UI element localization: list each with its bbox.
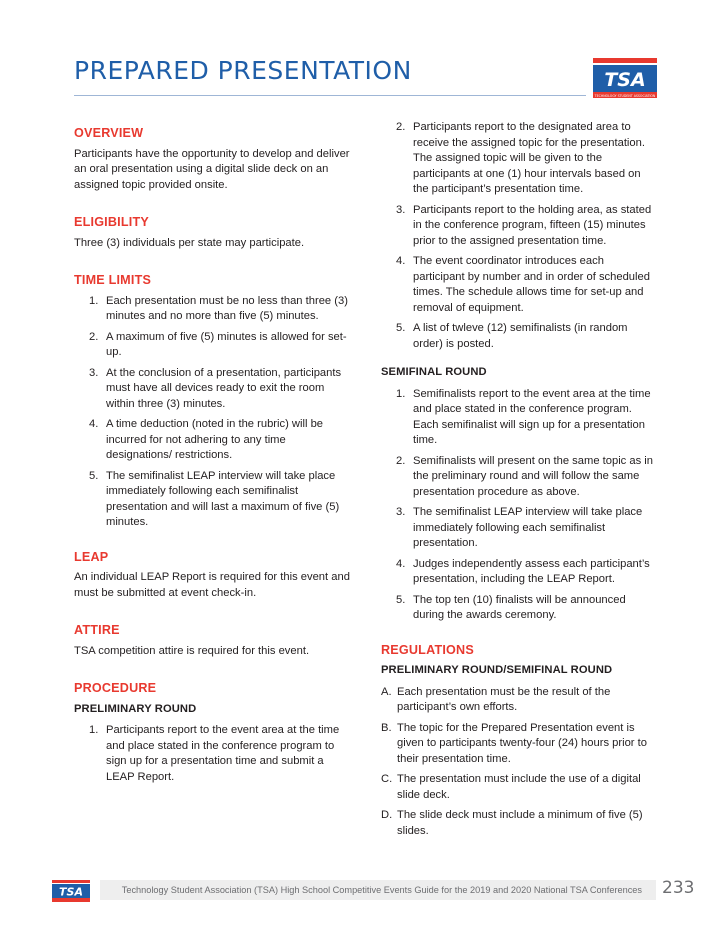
- eligibility-heading: ELIGIBILITY: [74, 215, 149, 229]
- list-item: D. The slide deck must include a minimum of five (5) slides.: [381, 809, 643, 837]
- list-item: B. The topic for the Prepared Presentation event is given to participants twenty-four (24) hours prior to their presentation time.: [381, 721, 647, 765]
- attire-heading: ATTIRE: [74, 623, 120, 637]
- footer-bar: [100, 880, 656, 900]
- list-item: 5. A list of twleve (12) semifinalists (in random order) is posted.: [396, 322, 628, 350]
- list-item: A. Each presentation must be the result of the participant’s own efforts.: [381, 685, 611, 713]
- preliminary-round-subheading: PRELIMINARY ROUND: [74, 702, 197, 715]
- page-title: PREPARED PRESENTATION: [74, 56, 412, 85]
- time-limits-heading: TIME LIMITS: [74, 273, 152, 287]
- regulations-list: [381, 685, 657, 840]
- list-item: 2. Participants report to the designated area to receive the assigned topic for the presentation. The assigned topic will be given to the participants at one (1) hour intervals based on the participant’s presentation time.: [396, 121, 645, 195]
- list-item: 5. The semifinalist LEAP interview will take place immediately following each semifinalist presentation and will last a maximum of five (5) minutes.: [89, 469, 340, 528]
- list-item: 1. Semifinalists report to the event area at the time and place stated in the conference program. Each semifinalist will sign up for a presentation time.: [396, 387, 651, 446]
- left-column: [74, 120, 352, 790]
- svg-text:TSA: TSA: [59, 885, 83, 899]
- regulations-heading: REGULATIONS: [381, 642, 474, 657]
- semifinal-list: [381, 387, 657, 624]
- overview-text: Participants have the opportunity to develop and deliver an oral presentation using a digital slide deck on an assigned topic provided onsite.: [74, 147, 350, 191]
- tsa-logo: [593, 58, 657, 98]
- procedure-heading: PROCEDURE: [74, 681, 157, 695]
- eligibility-text: Three (3) individuals per state may participate.: [74, 236, 305, 249]
- list-item: 5. The top ten (10) finalists will be announced during the awards ceremony.: [396, 593, 626, 621]
- leap-text: An individual LEAP Report is required for this event and must be submitted at event check-in.: [74, 571, 350, 599]
- list-item: 1. Participants report to the event area at the time and place stated in the conference program to sign up for a presentation time and submit a LEAP Report.: [89, 724, 340, 783]
- footer-tsa-logo: [52, 880, 90, 902]
- list-item: 2. A maximum of five (5) minutes is allowed for set-up.: [89, 330, 347, 358]
- semifinal-round-subheading: SEMIFINAL ROUND: [381, 366, 487, 378]
- regulations-subheading: PRELIMINARY ROUND/SEMIFINAL ROUND: [381, 664, 613, 676]
- logo-subtext: TECHNOLOGY STUDENT ASSOCIATION: [594, 94, 656, 98]
- list-item: 4. The event coordinator introduces each participant by number and in order of scheduled times. The schedule allows time for set-up and removal of equipment.: [396, 255, 650, 314]
- procedure-list: [74, 723, 352, 785]
- list-item: 2. Semifinalists will present on the same topic as in the preliminary round and will follow the same presentation procedure as above.: [396, 454, 654, 498]
- right-column: [381, 120, 657, 844]
- list-item: 3. At the conclusion of a presentation, participants must have all devices ready to exit the room within three (3) minutes.: [89, 366, 342, 410]
- procedure-list-continued: [381, 120, 657, 352]
- list-item: 1. Each presentation must be no less than three (3) minutes and no more than five (5) minutes.: [89, 294, 348, 322]
- list-item: 4. Judges independently assess each participant’s presentation, including the LEAP Report.: [396, 557, 650, 585]
- leap-heading: LEAP: [74, 549, 109, 564]
- list-item: 4. A time deduction (noted in the rubric) will be incurred for not adhering to any time designations/ restrictions.: [89, 418, 324, 461]
- title-divider: [74, 95, 586, 96]
- footer-text: Technology Student Association (TSA) High School Competitive Events Guide for the 2019 and 2020 National TSA Conferences: [121, 885, 642, 895]
- overview-heading: OVERVIEW: [74, 126, 144, 140]
- list-item: C. The presentation must include the use of a digital slide deck.: [381, 773, 641, 801]
- list-item: 3. Participants report to the holding area, as stated in the conference program, fifteen (15) minutes prior to the assigned presentation time.: [396, 203, 652, 247]
- page-number: 233: [662, 878, 695, 898]
- attire-text: TSA competition attire is required for this event.: [74, 644, 310, 657]
- list-item: 3. The semifinalist LEAP interview will take place immediately following each semifinalist presentation.: [396, 506, 643, 549]
- logo-text: TSA: [604, 69, 646, 91]
- time-limits-list: [74, 294, 352, 531]
